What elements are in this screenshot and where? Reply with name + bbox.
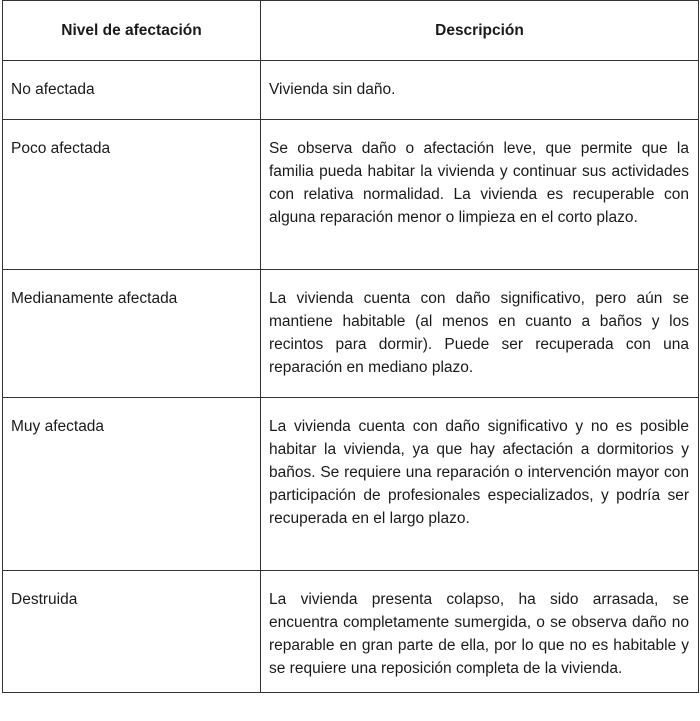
- level-cell: Poco afectada: [3, 120, 261, 270]
- description-cell: Se observa daño o afectación leve, que permite que la familia pueda habitar la vivienda y continuar sus actividades con relativa normalidad. La vivienda es recuperable con alguna reparación menor o limpieza en el corto plazo.: [261, 120, 699, 270]
- header-level: Nivel de afectación: [3, 1, 261, 61]
- table-row: [3, 398, 699, 571]
- level-cell: No afectada: [3, 61, 261, 120]
- damage-level-table: [2, 0, 699, 693]
- table-row: [3, 61, 699, 120]
- description-cell: La vivienda cuenta con daño significativo, pero aún se mantiene habitable (al menos en cuanto a baños y los recintos para dormir). Puede ser recuperada con una reparación en mediano plazo.: [261, 270, 699, 398]
- description-cell: La vivienda presenta colapso, ha sido arrasada, se encuentra completamente sumergida, o se observa daño no reparable en gran parte de ella, por lo que no es habitable y se requiere una reposición completa de la vivienda.: [261, 571, 699, 693]
- table-header-row: [3, 1, 699, 61]
- table-row: [3, 270, 699, 398]
- table-row: [3, 120, 699, 270]
- description-cell: La vivienda cuenta con daño significativo y no es posible habitar la vivienda, ya que hay afectación a dormitorios y baños. Se requiere una reparación o intervención mayor con participación de profesionales especializados, y podría ser recuperada en el largo plazo.: [261, 398, 699, 571]
- level-cell: Medianamente afectada: [3, 270, 261, 398]
- table-row: [3, 571, 699, 693]
- description-cell: Vivienda sin daño.: [261, 61, 699, 120]
- header-description: Descripción: [261, 1, 699, 61]
- level-cell: Destruida: [3, 571, 261, 693]
- level-cell: Muy afectada: [3, 398, 261, 571]
